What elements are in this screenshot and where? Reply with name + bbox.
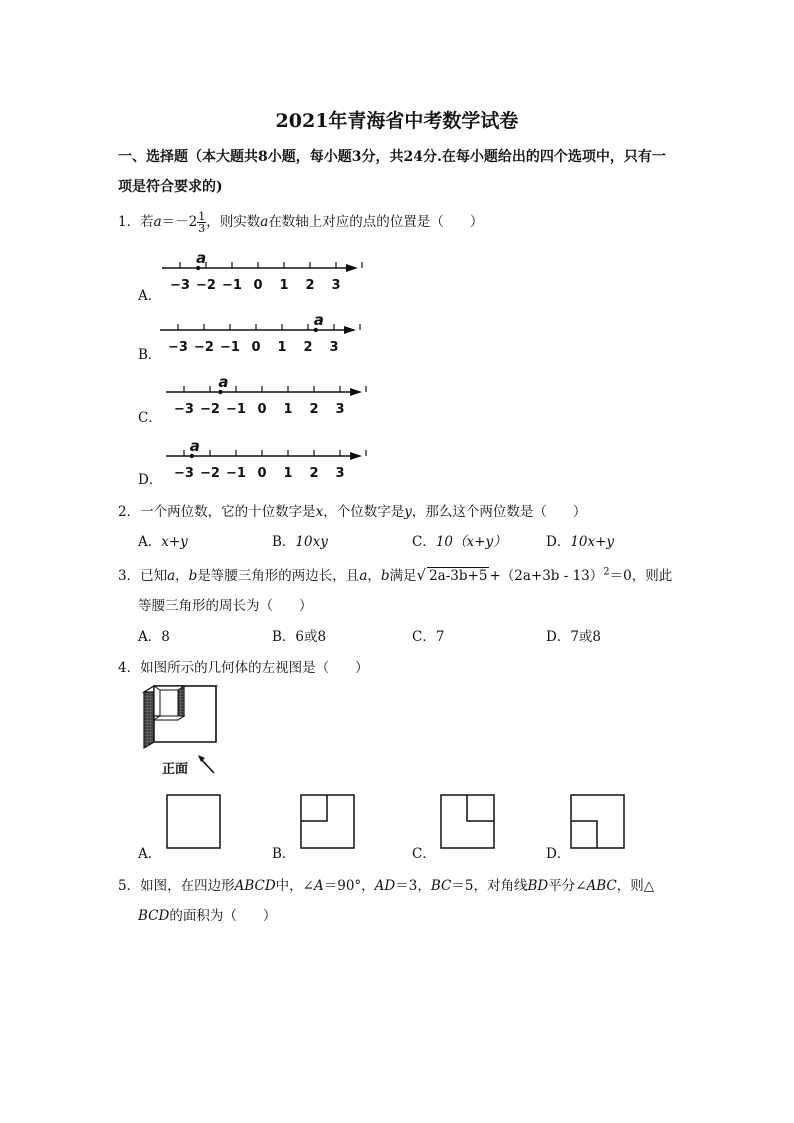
option-b: B．10xy	[272, 534, 328, 550]
tick-label: −2	[200, 466, 220, 481]
section-heading-line1: 一、选择题（本大题共8小题，每小题3分，共24分.在每小题给出的四个选项中，只有一	[118, 149, 666, 165]
axis-arrow	[344, 326, 356, 334]
option-label: B．	[272, 846, 296, 862]
option-label: C．	[412, 846, 436, 862]
tick-label: −3	[170, 278, 190, 293]
question-2: 2．一个两位数，它的十位数字是x，个位数字是y，那么这个两位数是（ ）	[118, 504, 587, 520]
sqrt-icon: √	[416, 566, 427, 584]
option-label: C．	[138, 410, 162, 426]
option-label: A．	[138, 288, 162, 304]
question-3-line2: 等腰三角形的周长为（ ）	[138, 598, 313, 614]
fraction: $\frac{1}{3}$	[198, 210, 206, 235]
question-3: 3．已知a，b是等腰三角形的两边长，且a，b满足√ $2a-3b+5 +(2a+3b - 13)^2=0$，则此	[118, 566, 673, 584]
option-d: D．7或8	[546, 629, 602, 645]
axis-arrow	[346, 264, 358, 272]
option-label: D．	[546, 846, 571, 862]
question-1: 1．若a＝－2 $\frac{1}{3}$ ，则实数a在数轴上对应的点的位置是（ ）	[118, 210, 484, 235]
point-label: a	[196, 249, 207, 267]
question-5: 5．如图，在四边形ABCD中，∠A＝90°，AD＝3，BC＝5，对角线BD平分∠ABC，则△	[118, 878, 655, 894]
tick-label: −1	[226, 402, 246, 417]
tick-label: 0	[251, 340, 261, 355]
tick-label: 0	[257, 402, 267, 417]
front-label: 正面	[162, 762, 189, 777]
tick-label: 1	[279, 278, 289, 293]
arrow-icon	[196, 752, 218, 776]
tick-label: 1	[283, 466, 293, 481]
tick-label: 2	[303, 340, 313, 355]
option-d: D．10x+y	[546, 534, 615, 550]
point-label: a	[189, 437, 200, 455]
tick-label: 3	[335, 402, 345, 417]
tick-label: 3	[331, 278, 341, 293]
tick-label: 3	[335, 466, 345, 481]
option-a: A．8	[138, 629, 170, 645]
section-heading-line2: 项是符合要求的)	[118, 179, 223, 195]
number-line-d	[164, 436, 374, 484]
tick-label: −2	[200, 402, 220, 417]
view-option-c	[440, 794, 496, 850]
axis-arrow	[350, 452, 362, 460]
point-label: a	[218, 373, 229, 391]
tick-label: −2	[196, 278, 216, 293]
question-number: 1．	[118, 214, 141, 230]
number-line-c	[164, 372, 374, 420]
option-a: A．x+y	[138, 534, 188, 550]
tick-label: −3	[174, 402, 194, 417]
tick-label: −1	[222, 278, 242, 293]
tick-label: −1	[220, 340, 240, 355]
number-line-a	[160, 248, 370, 296]
question-5-line2: BCD的面积为（ ）	[138, 908, 277, 924]
tick-label: −2	[194, 340, 214, 355]
point-label: a	[313, 311, 324, 329]
side-face	[144, 686, 154, 748]
option-b: B．6或8	[272, 629, 327, 645]
tick-label: −1	[226, 466, 246, 481]
option-label: B．	[138, 347, 162, 363]
axis-arrow	[350, 388, 362, 396]
number-line-b	[158, 310, 368, 358]
view-option-b	[300, 794, 356, 850]
tick-label: 2	[305, 278, 315, 293]
option-c: C．10（x+y）	[412, 534, 507, 550]
option-label: A．	[138, 846, 162, 862]
tick-label: 2	[309, 402, 319, 417]
tick-label: −3	[168, 340, 188, 355]
question-4: 4．如图所示的几何体的左视图是（ ）	[118, 660, 369, 676]
page-title: 2021年青海省中考数学试卷	[275, 110, 519, 132]
view-option-d	[570, 794, 626, 850]
tick-label: −3	[174, 466, 194, 481]
option-c: C．7	[412, 629, 445, 645]
tick-label: 1	[277, 340, 287, 355]
tick-label: 0	[257, 466, 267, 481]
tick-label: 0	[253, 278, 263, 293]
view-option-a	[166, 794, 222, 850]
option-label: D．	[138, 472, 163, 488]
tick-label: 3	[329, 340, 339, 355]
tick-label: 1	[283, 402, 293, 417]
tick-label: 2	[309, 466, 319, 481]
